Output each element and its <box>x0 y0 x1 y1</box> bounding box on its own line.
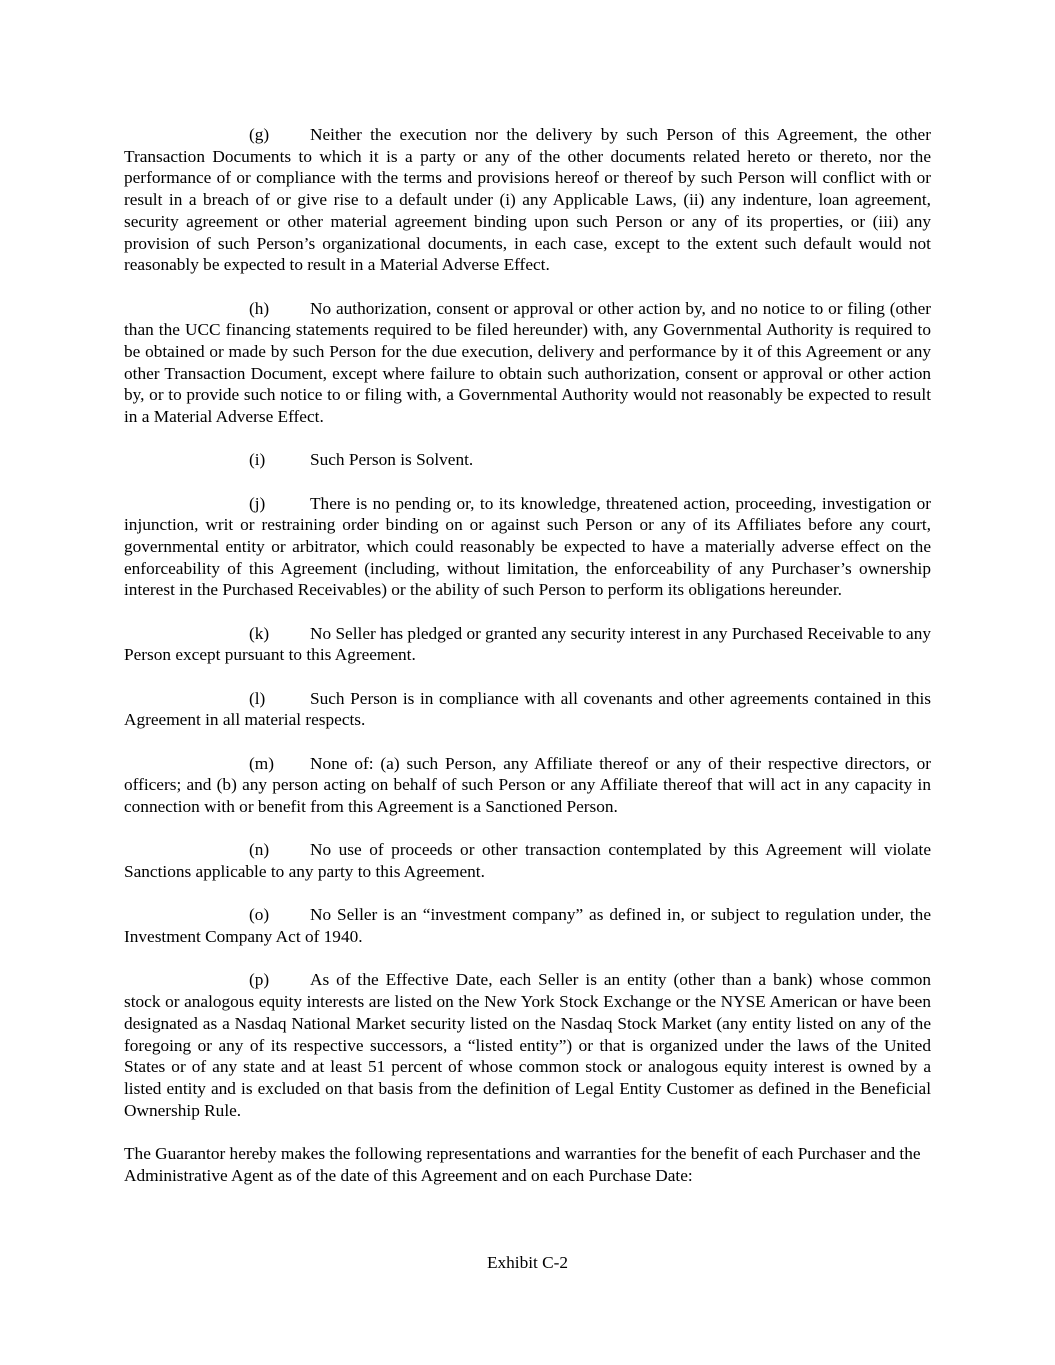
paragraph-marker: (o) <box>249 905 270 925</box>
paragraph-l <box>124 688 931 731</box>
paragraph-marker: (k) <box>249 623 270 643</box>
paragraph-g <box>124 124 931 276</box>
paragraph-k <box>124 623 931 666</box>
paragraph-marker: (i) <box>249 450 266 470</box>
guarantor-intro-paragraph: The Guarantor hereby makes the following representations and warranties for the benefit of each Purchaser and the Administrative Agent as of the date of this Agreement and on each Purchase Date: <box>124 1143 921 1185</box>
paragraph-m <box>124 753 931 818</box>
paragraph-i <box>124 449 931 471</box>
paragraph-text: Such Person is Solvent. <box>310 450 474 470</box>
paragraph-o <box>124 904 931 947</box>
paragraph-text: As of the Effective Date, each Seller is an entity (other than a bank) whose common stock or analogous equity interests are listed on the New York Stock Exchange or the NYSE American or have been designated as a Nasdaq National Market security listed on the Nasdaq Stock Market (any entity listed on any of the foregoing or any of its respective successors, a “listed entity”) or that is organized under the laws of the United States or of any state and at least 51 percent of whose common stock or analogous equity interest is owned by a listed entity and is excluded on that basis from the definition of Legal Entity Customer as defined in the Beneficial Ownership Rule. <box>124 970 931 1120</box>
paragraph-marker: (l) <box>249 688 266 708</box>
paragraph-text: There is no pending or, to its knowledge, threatened action, proceeding, investigation or injunction, writ or restraining order binding on or against such Person or any of its Affiliates before any court, governmental entity or arbitrator, which could reasonably be expected to have a materially adverse effect on the enforceability of this Agreement (including, without limitation, the enforceability of any Purchaser’s ownership interest in the Purchased Receivables) or the ability of such Person to perform its obligations hereunder. <box>124 493 931 600</box>
paragraph-n <box>124 839 931 882</box>
paragraph-text: No authorization, consent or approval or other action by, and no notice to or filing (other than the UCC financing statements required to be filed hereunder) with, any Governmental Authority is required to be obtained or made by such Person for the due execution, delivery and performance by it of this Agreement or any other Transaction Document, except where failure to obtain such authorization, consent or approval or other action by, or to provide such notice to or filing with, a Governmental Authority would not reasonably be expected to result in a Material Adverse Effect. <box>124 298 931 427</box>
paragraph-marker: (h) <box>249 298 270 318</box>
page-footer: Exhibit C-2 <box>486 1253 569 1272</box>
paragraph-marker: (j) <box>249 493 266 513</box>
paragraph-h <box>124 298 931 428</box>
paragraph-marker: (p) <box>249 970 270 990</box>
paragraph-p <box>124 969 931 1121</box>
document-page <box>124 124 931 1208</box>
paragraph-text: Neither the execution nor the delivery by such Person of this Agreement, the other Transaction Documents to which it is a party or any of the other documents related hereto or thereto, nor the performance of or compliance with the terms and provisions hereof or thereof by such Person will conflict with or result in a breach of or give rise to a default under (i) any Applicable Laws, (ii) any indenture, loan agreement, security agreement or other material agreement binding upon such Person or any of its properties, or (iii) any provision of such Person’s organizational documents, in each case, except to the extent such default would not reasonably be expected to result in a Material Adverse Effect. <box>124 125 931 275</box>
paragraph-text: No Seller has pledged or granted any security interest in any Purchased Receivable to any Person except pursuant to this Agreement. <box>124 623 931 665</box>
paragraph-marker: (g) <box>249 125 270 144</box>
paragraph-marker: (n) <box>249 840 270 860</box>
paragraph-marker: (m) <box>249 753 274 773</box>
paragraph-text: No use of proceeds or other transaction contemplated by this Agreement will violate Sanctions applicable to any party to this Agreement. <box>124 840 931 882</box>
paragraph-j <box>124 493 931 602</box>
paragraph-text: Such Person is in compliance with all covenants and other agreements contained in this Agreement in all material respects. <box>124 688 931 730</box>
paragraph-text: None of: (a) such Person, any Affiliate thereof or any of their respective directors, or officers; and (b) any person acting on behalf of such Person or any Affiliate thereof that will act in any capacity in connection with or benefit from this Agreement is a Sanctioned Person. <box>124 753 931 817</box>
paragraph-text: No Seller is an “investment company” as defined in, or subject to regulation under, the Investment Company Act of 1940. <box>124 905 931 947</box>
